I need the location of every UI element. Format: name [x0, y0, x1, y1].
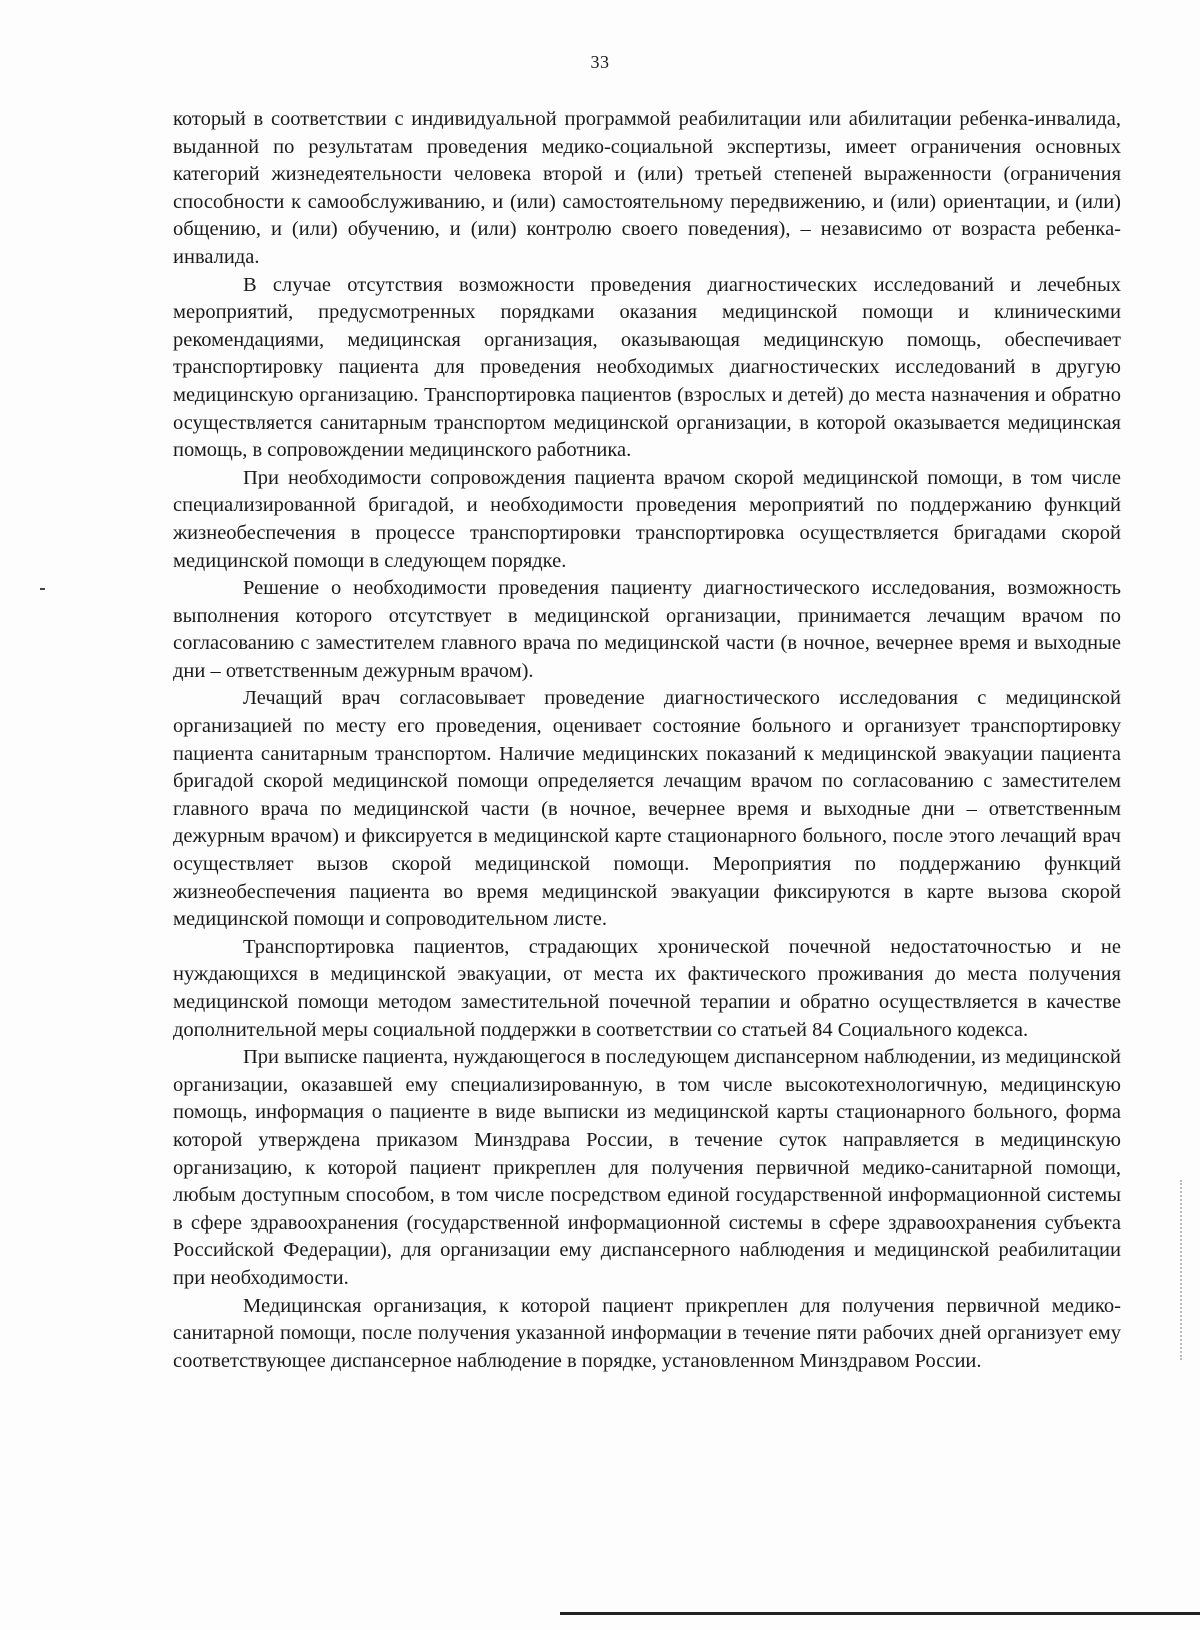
paragraph: Транспортировка пациентов, страдающих хронической почечной недостаточностью и не нуждающихся в медицинской эвакуации, от места их фактического проживания до места получения медицинской помощи методом заместительной почечной терапии и обратно осуществляется в качестве дополнительной меры социальной поддержки в соответствии со статьей 84 Социального кодекса. [173, 935, 1121, 1041]
paragraph: Медицинская организация, к которой пациент прикреплен для получения первичной медико-санитарной помощи, после получения указанной информации в течение пяти рабочих дней организует ему соответствующее диспансерное наблюдение в порядке, установленном Минздравом России. [173, 1294, 1121, 1372]
scan-speck [40, 588, 45, 590]
paragraph: В случае отсутствия возможности проведения диагностических исследований и лечебных мероприятий, предусмотренных порядками оказания медицинской помощи и клиническими рекомендациями, медицинская организация, оказывающая медицинскую помощь, обеспечивает транспортировку пациента для проведения необходимых диагностических исследований в другую медицинскую организацию. Транспортировка пациентов (взрослых и детей) до места назначения и обратно осуществляется санитарным транспортом медицинской организации, в которой оказывается медицинская помощь, в сопровождении медицинского работника. [173, 273, 1121, 462]
paragraph: Лечащий врач согласовывает проведение диагностического исследования с медицинской организацией по месту его проведения, оценивает состояние больного и организует транспортировку пациента санитарным транспортом. Наличие медицинских показаний к медицинской эвакуации пациента бригадой скорой медицинской помощи определяется лечащим врачом по согласованию с заместителем главного врача по медицинской части (в ночное, вечернее время и выходные дни – ответственным дежурным врачом) и фиксируется в медицинской карте стационарного больного, после этого лечащий врач осуществляет вызов скорой медицинской помощи. Мероприятия по поддержанию функций жизнеобеспечения пациента во время медицинской эвакуации фиксируются в карте вызова скорой медицинской помощи и сопроводительном листе. [173, 687, 1121, 931]
page-number: 33 [590, 52, 610, 72]
scan-edge-artifact [1178, 1180, 1182, 1360]
scan-bottom-edge [560, 1612, 1200, 1615]
document-body [173, 106, 1121, 1375]
paragraph: При выписке пациента, нуждающегося в последующем диспансерном наблюдении, из медицинской организации, оказавшей ему специализированную, в том числе высокотехнологичную, медицинскую помощь, информация о пациенте в виде выписки из медицинской карты стационарного больного, форма которой утверждена приказом Минздрава России, в течение суток направляется в медицинскую организацию, к которой пациент прикреплен для получения первичной медико-санитарной помощи, любым доступным способом, в том числе посредством единой государственной информационной системы в сфере здравоохранения (государственной информационной системы в сфере здравоохранения субъекта Российской Федерации), для организации ему диспансерного наблюдения и медицинской реабилитации при необходимости. [173, 1046, 1121, 1289]
paragraph: При необходимости сопровождения пациента врачом скорой медицинской помощи, в том числе специализированной бригадой, и необходимости проведения мероприятий по поддержанию функций жизнеобеспечения в процессе транспортировки транспортировка осуществляется бригадами скорой медицинской помощи в следующем порядке. [173, 466, 1121, 572]
paragraph-continuation: который в соответствии с индивидуальной программой реабилитации или абилитации ребенка-инвалида, выданной по результатам проведения медико-социальной экспертизы, имеет ограничения основных категорий жизнедеятельности человека второй и (или) третьей степеней выраженности (ограничения способности к самообслуживанию, и (или) самостоятельному передвижению, и (или) ориентации, и (или) общению, и (или) обучению, и (или) контролю своего поведения), – независимо от возраста ребенка-инвалида. [173, 108, 1121, 268]
paragraph: Решение о необходимости проведения пациенту диагностического исследования, возможность выполнения которого отсутствует в медицинской организации, принимается лечащим врачом по согласованию с заместителем главного врача по медицинской части (в ночное, вечернее время и выходные дни – ответственным дежурным врачом). [173, 577, 1121, 682]
